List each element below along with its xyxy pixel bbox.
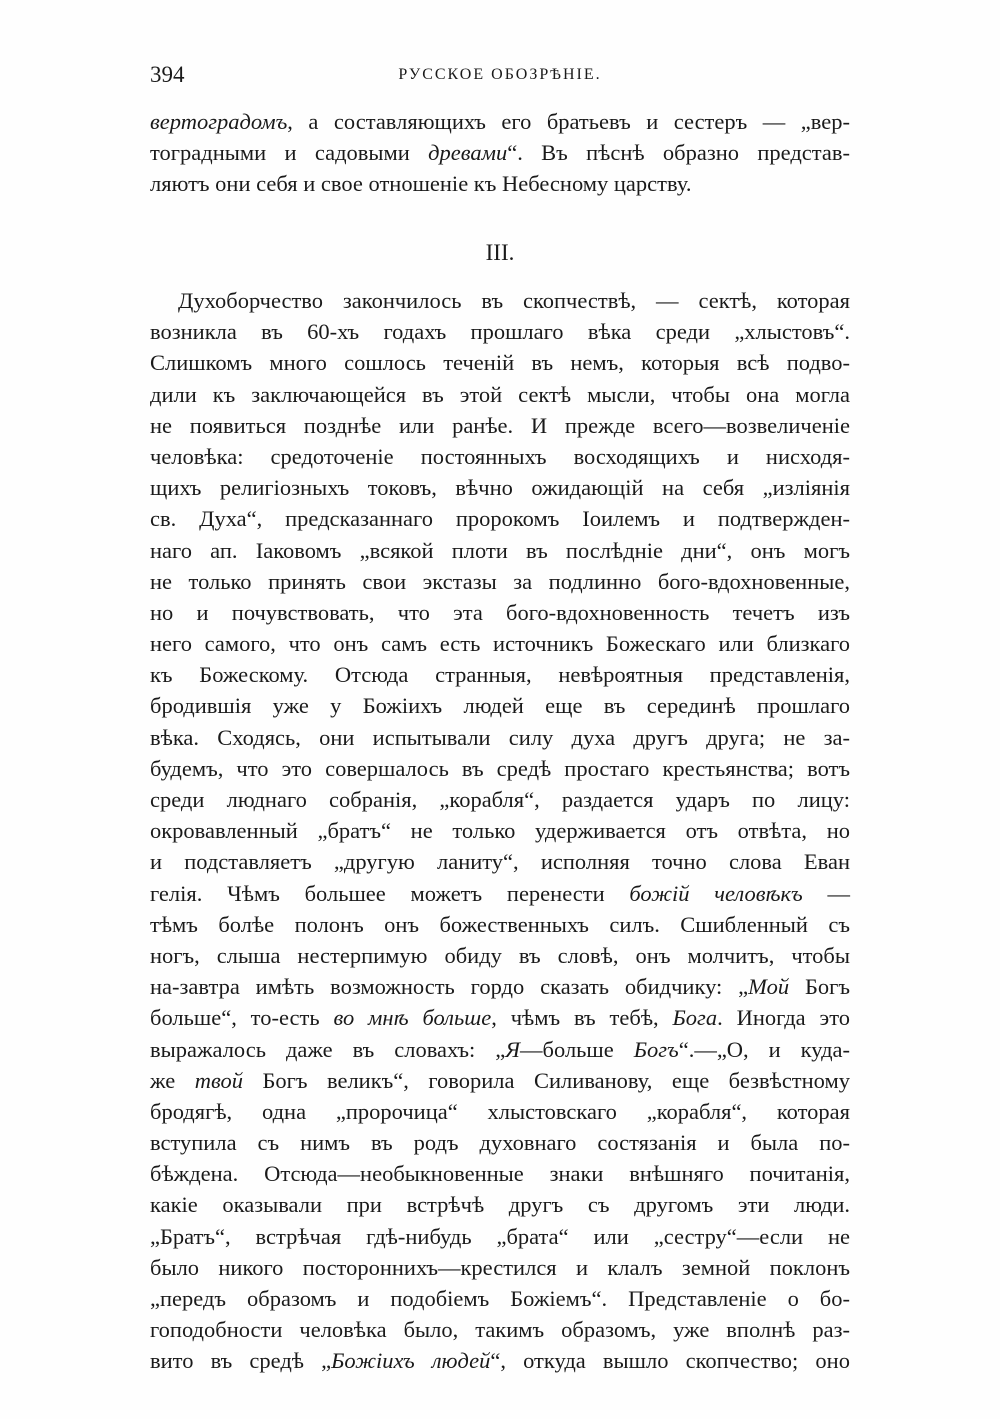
text-segment: бродившія уже у Божіихъ людей еще въ серединѣ прошлаго [150,693,850,719]
text-segment: ляютъ они себя и свое отношеніе къ Небесному царству. [150,171,692,197]
italic-text: вертоградомъ [150,109,288,134]
text-line [150,410,850,441]
text-line [150,168,850,199]
text-segment: “, откуда вышло скопчество; оно [490,1348,850,1374]
text-line [150,1034,850,1065]
text-line [150,1158,850,1189]
text-line [150,1096,850,1127]
main-paragraph [150,285,850,1377]
text-segment: гелія. Чѣмъ большее можетъ перенести [150,880,630,906]
text-segment: дили къ заключающейся въ этой сектѣ мысли, чтобы она могла [150,381,850,407]
text-line [150,659,850,690]
text-line [150,690,850,721]
italic-text: твой [194,1067,243,1093]
text-line [150,1252,850,1283]
text-segment: . Иногда это [717,1005,850,1031]
top-paragraph [150,106,850,200]
text-segment: будемъ, что это совершалось въ средѣ простаго крестьянства; вотъ [150,755,850,781]
page-header [150,62,850,94]
text-segment: окровавленный „братъ“ не только удерживается отъ отвѣта, но [150,818,850,844]
text-segment: “.—„О, и куда- [678,1036,851,1062]
text-segment: какіе оказывали при встрѣчѣ другъ съ другомъ эти люди. [150,1192,850,1218]
text-segment: и подставляетъ „другую ланиту“, исполняя точно слова Еван [150,849,850,875]
text-segment: „передъ образомъ и подобіемъ Божіемъ“. Представленіе о бо- [150,1286,850,1311]
text-line [150,1189,850,1220]
text-segment: щихъ религіозныхъ токовъ, вѣчно ожидающій на себя „изліянія [150,475,850,501]
text-segment: къ Божескому. Отсюда странныя, невѣроятныя представленія, [150,662,850,688]
text-segment: бѣждена. Отсюда—необыкновенные знаки внѣшняго почитанія, [150,1161,850,1187]
text-segment: наго ап. Іаковомъ „всякой плоти въ послѣдніе дни“, онъ могъ [150,537,850,563]
text-line [150,285,850,316]
text-segment: вито въ средѣ „ [150,1348,332,1374]
italic-text: Бога [672,1005,718,1031]
text-segment: среди люднаго собранія, „корабля“, раздается ударъ по лицу: [150,787,850,812]
text-line [150,1221,850,1252]
text-line [150,846,850,877]
text-segment: Богъ великъ“, говорила Силиванову, еще безвѣстному [242,1067,850,1093]
italic-text: во мнѣ больше [333,1005,492,1031]
text-segment: тоградными и садовыми [150,140,429,166]
text-line [150,815,850,846]
text-segment: св. Духа“, предсказаннаго пророкомъ Іоилемъ и подтвержден- [150,506,850,532]
italic-text: Богъ [633,1036,679,1062]
text-segment: больше“, то-есть [150,1005,334,1031]
text-line [150,1127,850,1158]
text-line [150,753,850,784]
text-line [150,1314,850,1345]
text-segment: не только принять свои экстазы за подлинно бого-вдохновенные, [150,568,850,594]
text-segment: , чѣмъ въ тебѣ, [491,1005,673,1031]
text-line [150,106,850,137]
text-line [150,566,850,597]
italic-text: Божіихъ людей [331,1348,491,1374]
text-line [150,137,850,168]
italic-text: Я [505,1036,521,1062]
text-segment: Слишкомъ много сошлось теченій въ немъ, которыя всѣ подво- [150,350,850,376]
text-line [150,722,850,753]
text-line [150,503,850,534]
text-segment: него самого, что онъ самъ есть источникъ Божескаго или близкаго [150,631,850,657]
text-segment: вступила съ нимъ въ родъ духовнаго состязанія и была по- [150,1130,850,1156]
text-segment: не появиться позднѣе или ранѣе. И прежде всего—возвеличеніе [150,412,850,438]
text-segment: но и почувствовать, что эта бого-вдохновенность течетъ изъ [150,599,850,625]
text-line [150,379,850,410]
section-heading: III. [485,240,515,265]
text-line [150,784,850,815]
text-segment: —больше [520,1036,634,1062]
text-line [150,1283,850,1314]
text-segment: Духоборчество закончилось въ скопчествѣ, — сектѣ, которая [178,288,850,313]
text-segment: ногъ, слыша нестерпимую обиду въ словѣ, онъ молчитъ, чтобы [150,942,850,968]
italic-text: древами [428,140,508,166]
text-line [150,909,850,940]
text-line [150,316,850,347]
running-title: РУССКОЕ ОБОЗРѢНІЕ. [398,66,602,83]
text-segment: возникла въ 60-хъ годахъ прошлаго вѣка среди „хлыстовъ“. [150,319,850,345]
page-number: 394 [150,62,185,87]
text-line [150,472,850,503]
italic-text: Мой [748,974,790,1000]
text-segment: вѣка. Сходясь, они испытывали силу духа другъ друга; не за- [150,724,850,750]
text-segment: “. Въ пѣснѣ образно представ- [507,140,850,166]
text-segment: Богъ [789,974,850,1000]
text-line [150,971,850,1002]
text-segment: же [150,1067,195,1093]
text-line [150,1002,850,1033]
text-line [150,441,850,472]
text-line [150,597,850,628]
text-line [150,628,850,659]
text-segment: — [802,880,850,906]
text-line [150,535,850,566]
italic-text: божій человѣкъ [629,880,803,906]
text-line [150,1345,850,1376]
text-segment: „Братъ“, встрѣчая гдѣ-нибудь „брата“ или „сестру“—если не [150,1223,850,1249]
text-segment: тѣмъ болѣе полонъ онъ божественныхъ силъ. Сшибленный съ [150,911,850,937]
text-line [150,878,850,909]
text-line [150,1065,850,1096]
text-segment: на-завтра имѣть возможность гордо сказать обидчику: „ [150,974,749,1000]
text-line [150,940,850,971]
text-segment: , а составляющихъ его братьевъ и сестеръ — „вер- [287,109,850,134]
text-segment: человѣка: средоточеніе постоянныхъ восходящихъ и нисходя- [150,443,850,469]
text-line [150,347,850,378]
text-segment: было никого постороннихъ—крестился и клалъ земной поклонъ [150,1254,850,1280]
text-segment: бродягѣ, одна „пророчица“ хлыстовскаго „корабля“, которая [150,1098,850,1124]
text-segment: выражалось даже въ словахъ: „ [150,1036,506,1062]
text-segment: гоподобности человѣка было, такимъ образомъ, уже вполнѣ раз- [150,1317,850,1343]
